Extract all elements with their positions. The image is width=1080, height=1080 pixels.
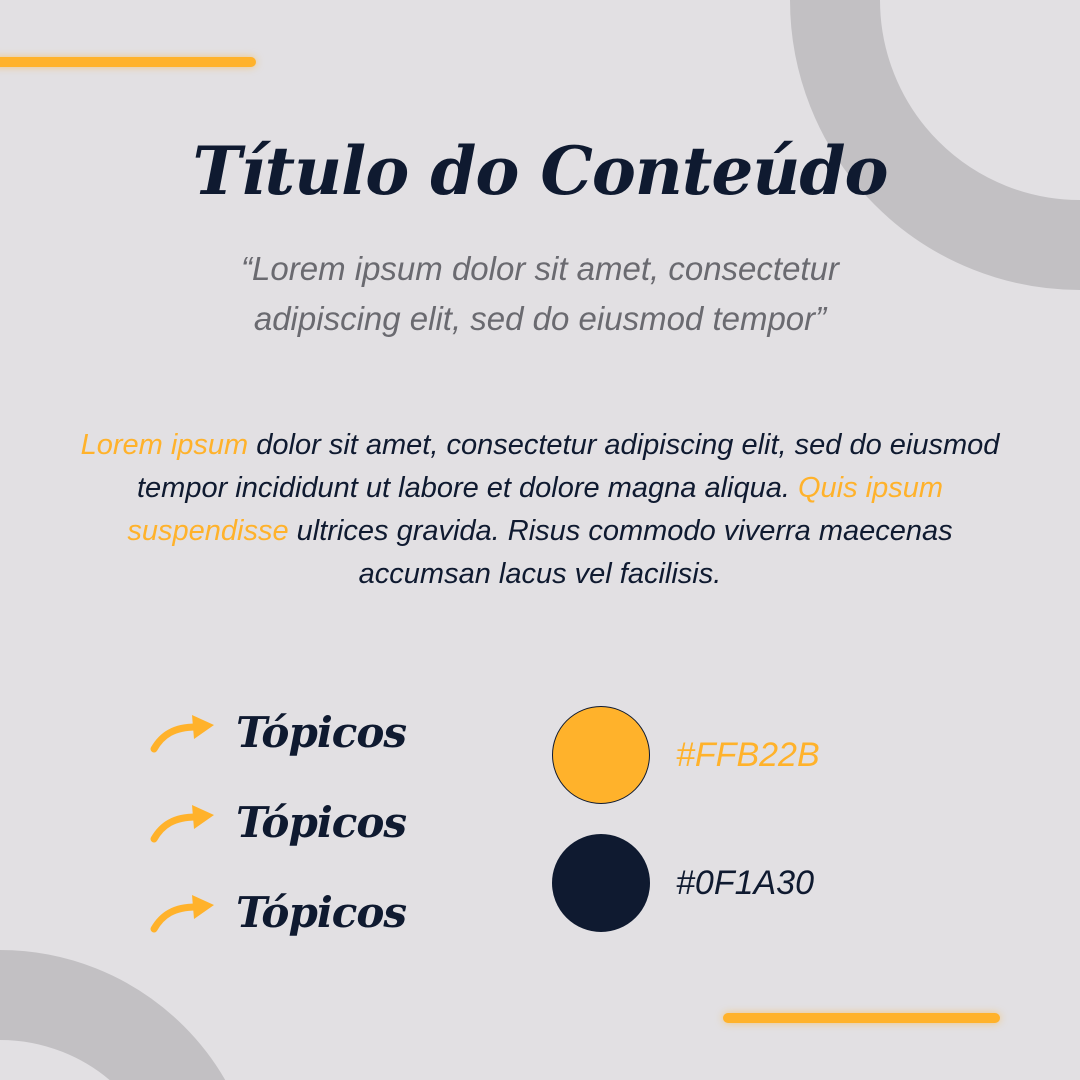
quote-line-2: adipiscing elit, sed do eiusmod tempor” [253, 300, 827, 337]
quote-text [140, 244, 940, 344]
topic-label: Tópicos [236, 797, 407, 847]
color-swatch-row-2 [552, 834, 814, 932]
quote-line-1: “Lorem ipsum dolor sit amet, consectetur [241, 250, 839, 287]
color-code-dark: #0F1A30 [676, 863, 814, 902]
topic-item-2 [148, 787, 406, 857]
body-highlight-1: Lorem ipsum [80, 429, 249, 461]
body-paragraph [60, 424, 1020, 596]
topic-label: Tópicos [236, 887, 407, 937]
color-code-accent: #FFB22B [676, 735, 820, 774]
color-swatch-accent [552, 706, 650, 804]
topic-label: Tópicos [236, 707, 407, 757]
accent-bar-top [0, 57, 256, 67]
decorative-arc-bottom-left [0, 950, 260, 1080]
body-highlight-2: Quis ipsum suspendisse [127, 472, 944, 547]
body-text-2: ultrices gravida. Risus commodo viverra maecenas accumsan lacus vel facilisis. [288, 515, 953, 590]
curved-arrow-icon [148, 705, 220, 759]
topic-item-1 [148, 697, 406, 767]
topic-item-3 [148, 877, 406, 947]
color-swatch-row-1 [552, 706, 820, 804]
body-text-1: dolor sit amet, consectetur adipiscing elit, sed do eiusmod tempor incididunt ut labore et dolore magna aliqua. [136, 429, 1000, 504]
curved-arrow-icon [148, 795, 220, 849]
page-title: Título do Conteúdo [192, 132, 888, 210]
curved-arrow-icon [148, 885, 220, 939]
color-swatch-dark [552, 834, 650, 932]
accent-bar-bottom [723, 1013, 1000, 1023]
